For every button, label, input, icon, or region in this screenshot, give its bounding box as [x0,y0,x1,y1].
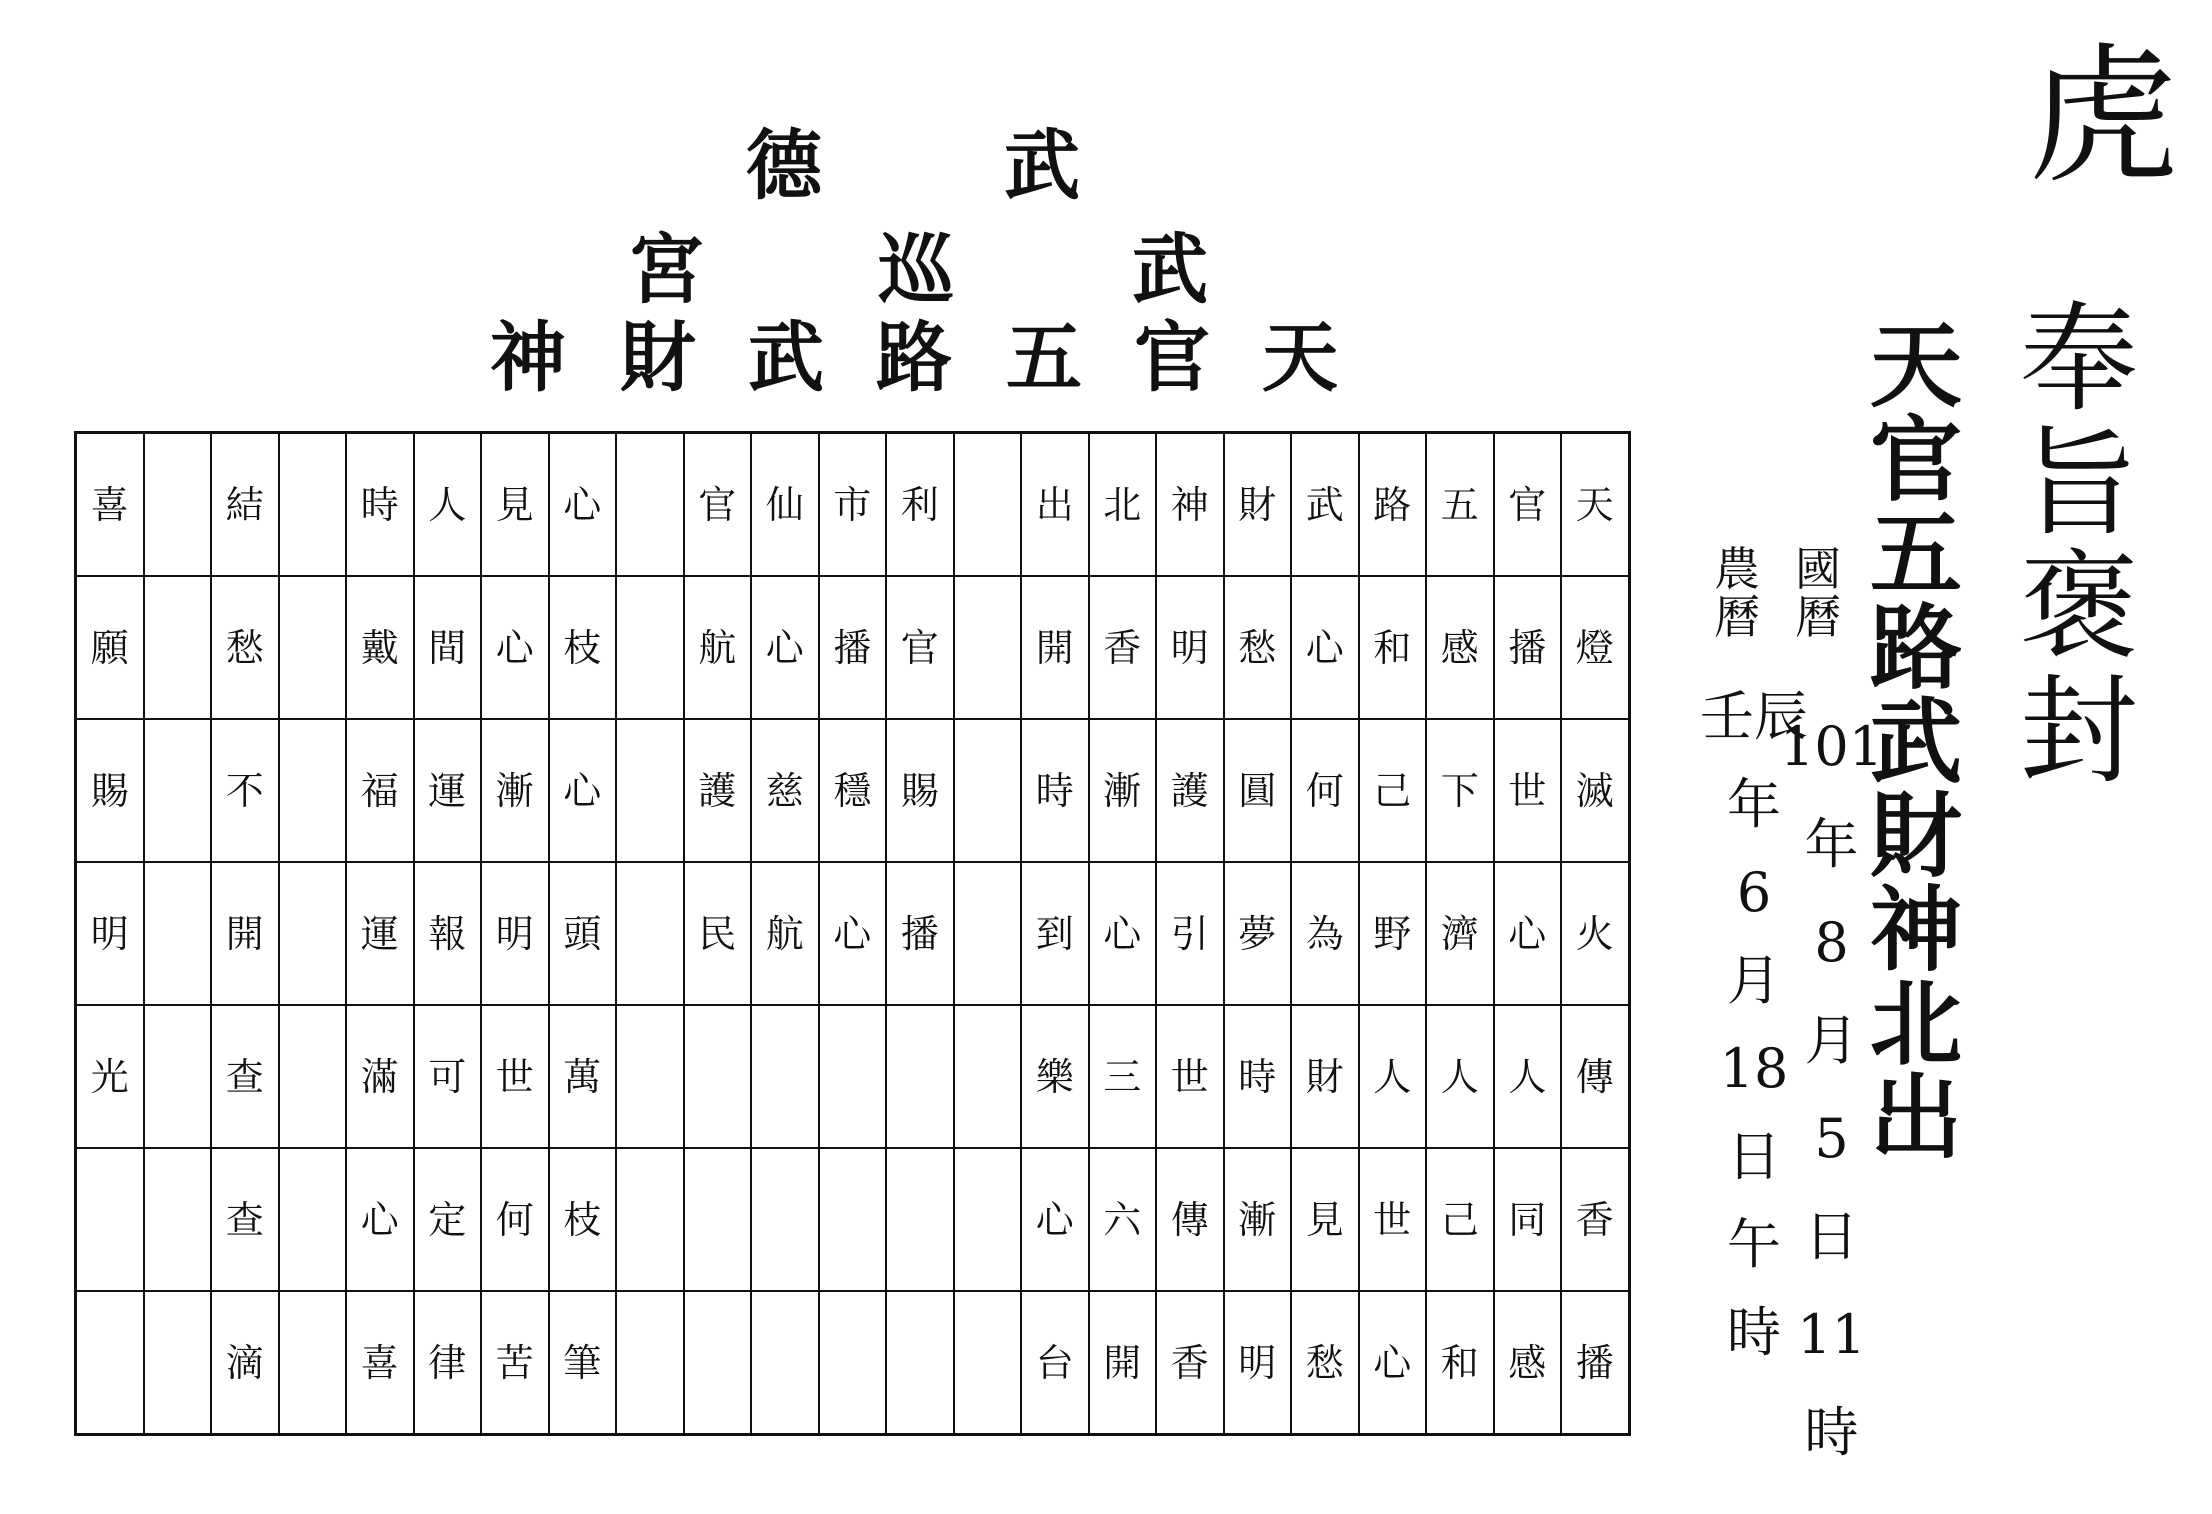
poem-grid-cell [279,433,347,577]
poem-grid-cell: 護 [684,719,752,862]
poem-grid-cell: 台 [1021,1291,1089,1435]
lunar-date-part: 午 [1727,1213,1781,1276]
tiger-character [2028,30,2179,204]
poem-grid-cell [751,1291,819,1435]
poem-grid-cell: 滅 [1561,719,1629,862]
poem-grid-cell: 間 [414,576,482,719]
poem-grid-cell: 己 [1359,719,1427,862]
poem-grid-cell: 明 [1224,1291,1292,1435]
deity-name-char: 五 [1870,500,1963,608]
roc-date-part: 月 [1804,1009,1859,1072]
poem-grid-cell [616,1005,684,1148]
poem-grid-cell: 苦 [481,1291,549,1435]
roc-date-part: 時 [1804,1401,1859,1464]
poem-grid-cell: 人 [1494,1005,1562,1148]
poem-grid-cell: 官 [886,576,954,719]
poem-grid-cell [684,1291,752,1435]
poem-grid-cell: 律 [414,1291,482,1435]
poem-grid-cell: 播 [819,576,887,719]
lunar-date-part: 6 [1736,861,1772,924]
poem-grid-cell: 心 [346,1148,414,1291]
poem-grid-cell: 心 [549,719,617,862]
headline-line3-char: 路 [876,313,952,402]
poem-grid-cell: 為 [1291,862,1359,1005]
headline-line2-char: 武 [1132,225,1208,314]
poem-grid-cell: 福 [346,719,414,862]
poem-grid-cell: 不 [211,719,279,862]
poem-grid-cell [279,576,347,719]
poem-grid-cell: 人 [1426,1005,1494,1148]
poem-grid-cell: 心 [549,433,617,577]
poem-grid-cell: 下 [1426,719,1494,862]
poem-grid-cell: 財 [1224,433,1292,577]
poem-grid-row [76,433,1630,577]
poem-grid-cell [819,1005,887,1148]
poem-grid-cell: 結 [211,433,279,577]
deity-name-char: 財 [1870,782,1963,890]
poem-grid-cell: 財 [1291,1005,1359,1148]
lunar-date-part: 月 [1727,949,1781,1012]
roc-date-part: 5 [1814,1107,1849,1170]
lunar-date-part: 日 [1727,1125,1781,1188]
poem-grid-cell: 運 [414,719,482,862]
poem-grid-cell: 喜 [346,1291,414,1435]
headline-line1-char: 武 [1004,121,1080,210]
poem-grid-cell: 和 [1359,576,1427,719]
roc-calendar-label: 國曆 [1795,542,1841,645]
poem-grid [74,431,1631,1436]
poem-grid-cell: 香 [1156,1291,1224,1435]
poem-grid-cell: 官 [1494,433,1562,577]
roc-date-part: 年 [1804,813,1859,876]
headline-line2-char: 巡 [878,225,954,314]
headline-line3-char: 天 [1262,313,1338,402]
poem-grid-cell: 同 [1494,1148,1562,1291]
poem-grid-row [76,1005,1630,1148]
lunar-date-part: 壬辰 [1700,685,1808,748]
poem-grid-cell: 民 [684,862,752,1005]
poem-grid-cell: 滴 [211,1291,279,1435]
poem-grid-cell [819,1148,887,1291]
poem-grid-cell: 見 [481,433,549,577]
poem-grid-cell: 人 [414,433,482,577]
poem-grid-cell [279,1148,347,1291]
poem-grid-cell [616,1291,684,1435]
poem-grid-cell: 濟 [1426,862,1494,1005]
poem-grid-cell [819,1291,887,1435]
poem-grid-cell: 路 [1359,433,1427,577]
poem-grid-cell [144,1005,212,1148]
poem-grid-cell [954,1148,1022,1291]
poem-grid-cell: 神 [1156,433,1224,577]
poem-grid-cell: 明 [481,862,549,1005]
poem-grid-cell: 航 [751,862,819,1005]
poem-grid-cell: 官 [684,433,752,577]
roc-date-part: 101 [1780,715,1884,778]
poem-grid-cell: 滿 [346,1005,414,1148]
deity-name-char: 官 [1870,406,1963,514]
deity-name-char: 武 [1870,688,1963,796]
poem-grid-row [76,1148,1630,1291]
poem-grid-cell: 賜 [886,719,954,862]
poem-grid-cell [144,433,212,577]
poem-grid-cell: 世 [1494,719,1562,862]
poem-grid-cell: 頭 [549,862,617,1005]
poem-grid-cell: 查 [211,1148,279,1291]
poem-grid-cell [144,862,212,1005]
poem-grid-cell [279,719,347,862]
poem-grid-cell: 光 [76,1005,144,1148]
poem-grid-cell: 明 [76,862,144,1005]
poem-grid-cell: 心 [1359,1291,1427,1435]
poem-grid-cell: 五 [1426,433,1494,577]
poem-grid-cell: 何 [1291,719,1359,862]
poem-grid-cell [144,1291,212,1435]
headline-line3-char: 武 [748,313,824,402]
poem-grid-cell [616,1148,684,1291]
poem-grid-cell: 愁 [211,576,279,719]
poem-grid-cell: 引 [1156,862,1224,1005]
poem-grid-cell: 枝 [549,576,617,719]
poem-grid-cell: 心 [481,576,549,719]
poem-grid-cell [954,862,1022,1005]
decree-column [2020,290,2139,800]
poem-grid-cell: 定 [414,1148,482,1291]
poem-grid-row [76,862,1630,1005]
poem-grid-cell: 可 [414,1005,482,1148]
poem-grid-cell: 時 [346,433,414,577]
poem-grid-cell: 心 [1494,862,1562,1005]
poem-grid-cell [954,719,1022,862]
poem-grid-cell [616,576,684,719]
deity-name-char: 路 [1870,594,1963,702]
poem-grid-cell [144,1148,212,1291]
poem-grid-cell [144,719,212,862]
poem-grid-cell: 萬 [549,1005,617,1148]
poem-grid-cell [279,862,347,1005]
headline-line3-char: 財 [620,313,696,402]
lunar-calendar-label: 農曆 [1714,542,1760,645]
lunar-date-part: 年 [1727,773,1781,836]
poem-grid-cell [616,862,684,1005]
poem-grid-cell: 圓 [1224,719,1292,862]
poem-grid-cell: 心 [751,576,819,719]
poem-grid-cell [144,576,212,719]
poem-grid-cell: 枝 [549,1148,617,1291]
poem-grid-row [76,576,1630,719]
poem-grid-cell: 市 [819,433,887,577]
poem-grid-cell: 香 [1089,576,1157,719]
poem-grid-cell: 世 [1359,1148,1427,1291]
deity-name-column [1870,312,1963,1172]
poem-grid-cell [616,433,684,577]
poem-grid-cell: 天 [1561,433,1629,577]
poem-grid-cell: 傳 [1561,1005,1629,1148]
tiger-char: 虎 [2028,30,2179,204]
poem-grid-cell: 感 [1494,1291,1562,1435]
poem-grid-cell: 仙 [751,433,819,577]
poem-grid-cell: 愁 [1224,576,1292,719]
poem-grid-cell [886,1291,954,1435]
deity-name-char: 天 [1870,312,1963,420]
poem-grid-cell: 慈 [751,719,819,862]
poem-grid-cell [954,1005,1022,1148]
poem-grid-cell [751,1005,819,1148]
poem-grid-cell: 開 [1021,576,1089,719]
poem-grid-cell: 到 [1021,862,1089,1005]
poem-grid-cell: 感 [1426,576,1494,719]
poem-grid-cell [886,1005,954,1148]
poem-grid-cell: 播 [886,862,954,1005]
poem-grid-cell: 開 [1089,1291,1157,1435]
poem-grid-cell: 世 [1156,1005,1224,1148]
poem-grid-cell: 運 [346,862,414,1005]
poem-grid-cell: 世 [481,1005,549,1148]
lunar-date-part: 18 [1719,1037,1789,1100]
poem-grid-cell [954,576,1022,719]
poem-grid-cell [886,1148,954,1291]
poem-grid-cell: 己 [1426,1148,1494,1291]
roc-date-part: 8 [1814,911,1849,974]
poem-grid-row [76,1291,1630,1435]
headline-line3-char: 神 [490,313,566,402]
poem-grid-cell: 心 [1291,576,1359,719]
poem-grid-cell [954,1291,1022,1435]
decree-char: 封 [2020,662,2139,800]
poem-grid-cell: 香 [1561,1148,1629,1291]
poem-grid-cell: 心 [1089,862,1157,1005]
poem-grid-cell: 喜 [76,433,144,577]
poem-grid-cell: 愁 [1291,1291,1359,1435]
poem-grid-cell: 漸 [481,719,549,862]
poem-grid-cell [751,1148,819,1291]
poem-grid-cell [279,1005,347,1148]
poem-grid-cell: 查 [211,1005,279,1148]
headline-line1-char: 德 [746,121,822,210]
deity-name-char: 出 [1870,1064,1963,1172]
poem-grid-cell: 武 [1291,433,1359,577]
poem-grid-cell: 賜 [76,719,144,862]
headline-line3-char: 五 [1006,313,1082,402]
poem-grid-cell: 樂 [1021,1005,1089,1148]
poem-grid-cell: 心 [1021,1148,1089,1291]
poem-grid-cell: 護 [1156,719,1224,862]
poem-grid-cell [684,1148,752,1291]
roc-date-part: 日 [1804,1205,1859,1268]
poem-grid-cell: 筆 [549,1291,617,1435]
poem-grid-cell: 時 [1021,719,1089,862]
poem-grid-cell: 時 [1224,1005,1292,1148]
poem-grid-cell [76,1291,144,1435]
poem-grid-cell: 出 [1021,433,1089,577]
lunar-date-column [1700,685,1808,1364]
decree-char: 旨 [2020,414,2139,552]
poem-grid-cell: 心 [819,862,887,1005]
poem-grid-row [76,719,1630,862]
poem-grid-cell: 火 [1561,862,1629,1005]
poem-grid-cell: 明 [1156,576,1224,719]
poem-grid-cell: 穩 [819,719,887,862]
deity-name-char: 北 [1870,970,1963,1078]
poem-grid-cell: 傳 [1156,1148,1224,1291]
poem-grid-cell: 和 [1426,1291,1494,1435]
poem-grid-cell: 戴 [346,576,414,719]
poem-grid-cell: 六 [1089,1148,1157,1291]
poem-grid-cell: 燈 [1561,576,1629,719]
poem-grid-cell: 利 [886,433,954,577]
lunar-date-part: 時 [1727,1301,1781,1364]
poem-grid-cell: 願 [76,576,144,719]
poem-grid-cell [76,1148,144,1291]
decree-char: 奉 [2020,290,2139,428]
decree-char: 褒 [2020,538,2139,676]
poem-grid-cell: 播 [1561,1291,1629,1435]
poem-grid-cell: 北 [1089,433,1157,577]
poem-grid-body [76,433,1630,1435]
poem-grid-cell [279,1291,347,1435]
poem-grid-cell: 報 [414,862,482,1005]
poem-grid-cell: 見 [1291,1148,1359,1291]
headline-line2-char: 宮 [628,225,704,314]
poem-grid-cell: 野 [1359,862,1427,1005]
poem-grid-cell: 何 [481,1148,549,1291]
poem-grid-cell: 播 [1494,576,1562,719]
poem-grid-cell: 三 [1089,1005,1157,1148]
poem-grid-cell: 航 [684,576,752,719]
poem-grid-cell: 夢 [1224,862,1292,1005]
poem-grid-cell: 開 [211,862,279,1005]
poem-grid-cell: 漸 [1224,1148,1292,1291]
deity-name-char: 神 [1870,876,1963,984]
poem-grid-cell: 漸 [1089,719,1157,862]
headline-line3-char: 官 [1134,313,1210,402]
roc-date-part: 11 [1797,1303,1866,1366]
poem-grid-cell [616,719,684,862]
poem-grid-cell [684,1005,752,1148]
poem-grid-cell: 人 [1359,1005,1427,1148]
poem-grid-cell [954,433,1022,577]
